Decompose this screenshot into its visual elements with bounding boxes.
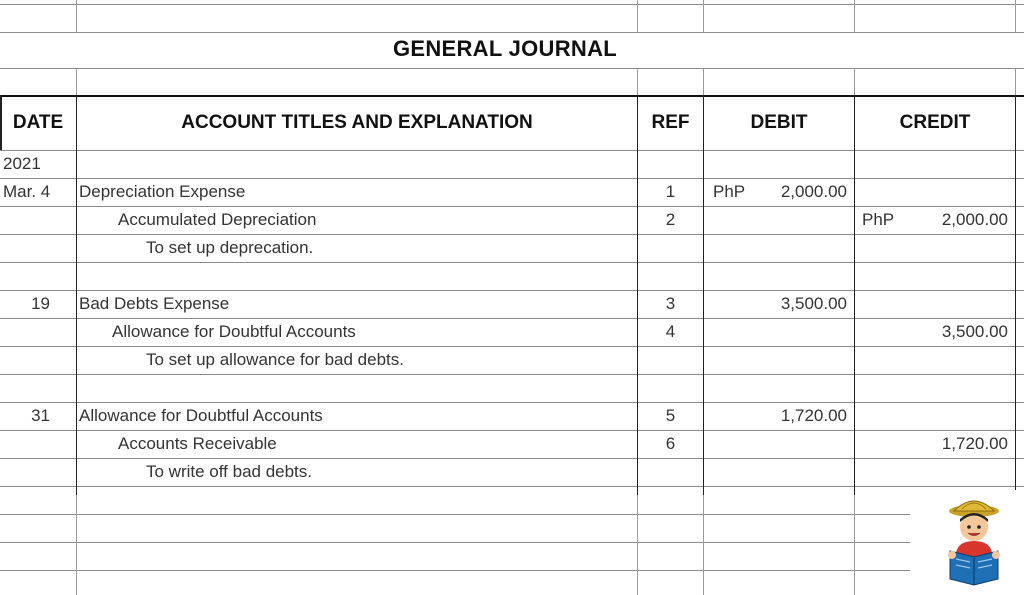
header-account: ACCOUNT TITLES AND EXPLANATION: [181, 112, 533, 133]
ref-cell: 6: [665, 434, 676, 453]
debit-amount: 2,000.00: [780, 182, 847, 201]
grid-line: [854, 0, 855, 32]
header-ref: REF: [651, 112, 690, 133]
debit-account: Allowance for Doubtful Accounts: [79, 406, 323, 425]
reading-boy-icon: [938, 495, 1010, 587]
grid-line: [0, 178, 1024, 179]
grid-line: [0, 458, 1024, 459]
entry-date: 19: [31, 294, 50, 313]
ref-cell: 2: [665, 210, 676, 229]
grid-line: [0, 206, 1024, 207]
entry-date: Mar. 4: [3, 182, 51, 201]
grid-line: [0, 486, 1024, 487]
grid-line: [0, 542, 1024, 543]
grid-line: [0, 514, 1024, 515]
table-top-border: [0, 95, 1024, 97]
grid-line: [637, 0, 638, 32]
grid-line: [0, 262, 1024, 263]
grid-line: [0, 430, 1024, 431]
grid-line: [0, 346, 1024, 347]
debit-account: Bad Debts Expense: [79, 294, 230, 313]
ref-cell: 3: [665, 294, 676, 313]
entry-date: 31: [31, 406, 50, 425]
debit-account: Depreciation Expense: [79, 182, 246, 201]
credit-amount: 3,500.00: [941, 322, 1008, 341]
header-date: DATE: [12, 112, 64, 133]
grid-line: [0, 318, 1024, 319]
grid-line: [0, 150, 1024, 151]
credit-account: Allowance for Doubtful Accounts: [112, 322, 356, 341]
grid-line: [76, 0, 77, 32]
explanation: To set up allowance for bad debts.: [146, 350, 404, 369]
header-credit: CREDIT: [899, 112, 971, 133]
ref-cell: 4: [665, 322, 676, 341]
credit-amount: 2,000.00: [941, 210, 1008, 229]
year-cell: 2021: [3, 154, 41, 173]
debit-amount: 3,500.00: [780, 294, 847, 313]
grid-line: [0, 570, 1024, 571]
ref-cell: 1: [665, 182, 676, 201]
grid-line: [0, 402, 1024, 403]
table-column-border: [76, 95, 77, 495]
currency-prefix: PhP: [862, 210, 895, 229]
credit-account: Accounts Receivable: [118, 434, 277, 453]
header-debit: DEBIT: [750, 112, 808, 133]
grid-line: [703, 0, 704, 32]
credit-account: Accumulated Depreciation: [118, 210, 317, 229]
grid-line: [0, 32, 1024, 33]
credit-amount: 1,720.00: [941, 434, 1008, 453]
page-title: GENERAL JOURNAL: [392, 36, 618, 61]
grid-line: [0, 234, 1024, 235]
debit-amount: 1,720.00: [780, 406, 847, 425]
explanation: To set up deprecation.: [146, 238, 314, 257]
table-column-border: [1015, 95, 1016, 495]
currency-prefix: PhP: [713, 182, 746, 201]
explanation: To write off bad debts.: [146, 462, 313, 481]
grid-line: [0, 4, 1024, 5]
grid-line: [0, 68, 1024, 69]
grid-line: [1015, 0, 1016, 32]
grid-line: [0, 374, 1024, 375]
grid-line: [0, 290, 1024, 291]
ref-cell: 5: [665, 406, 676, 425]
